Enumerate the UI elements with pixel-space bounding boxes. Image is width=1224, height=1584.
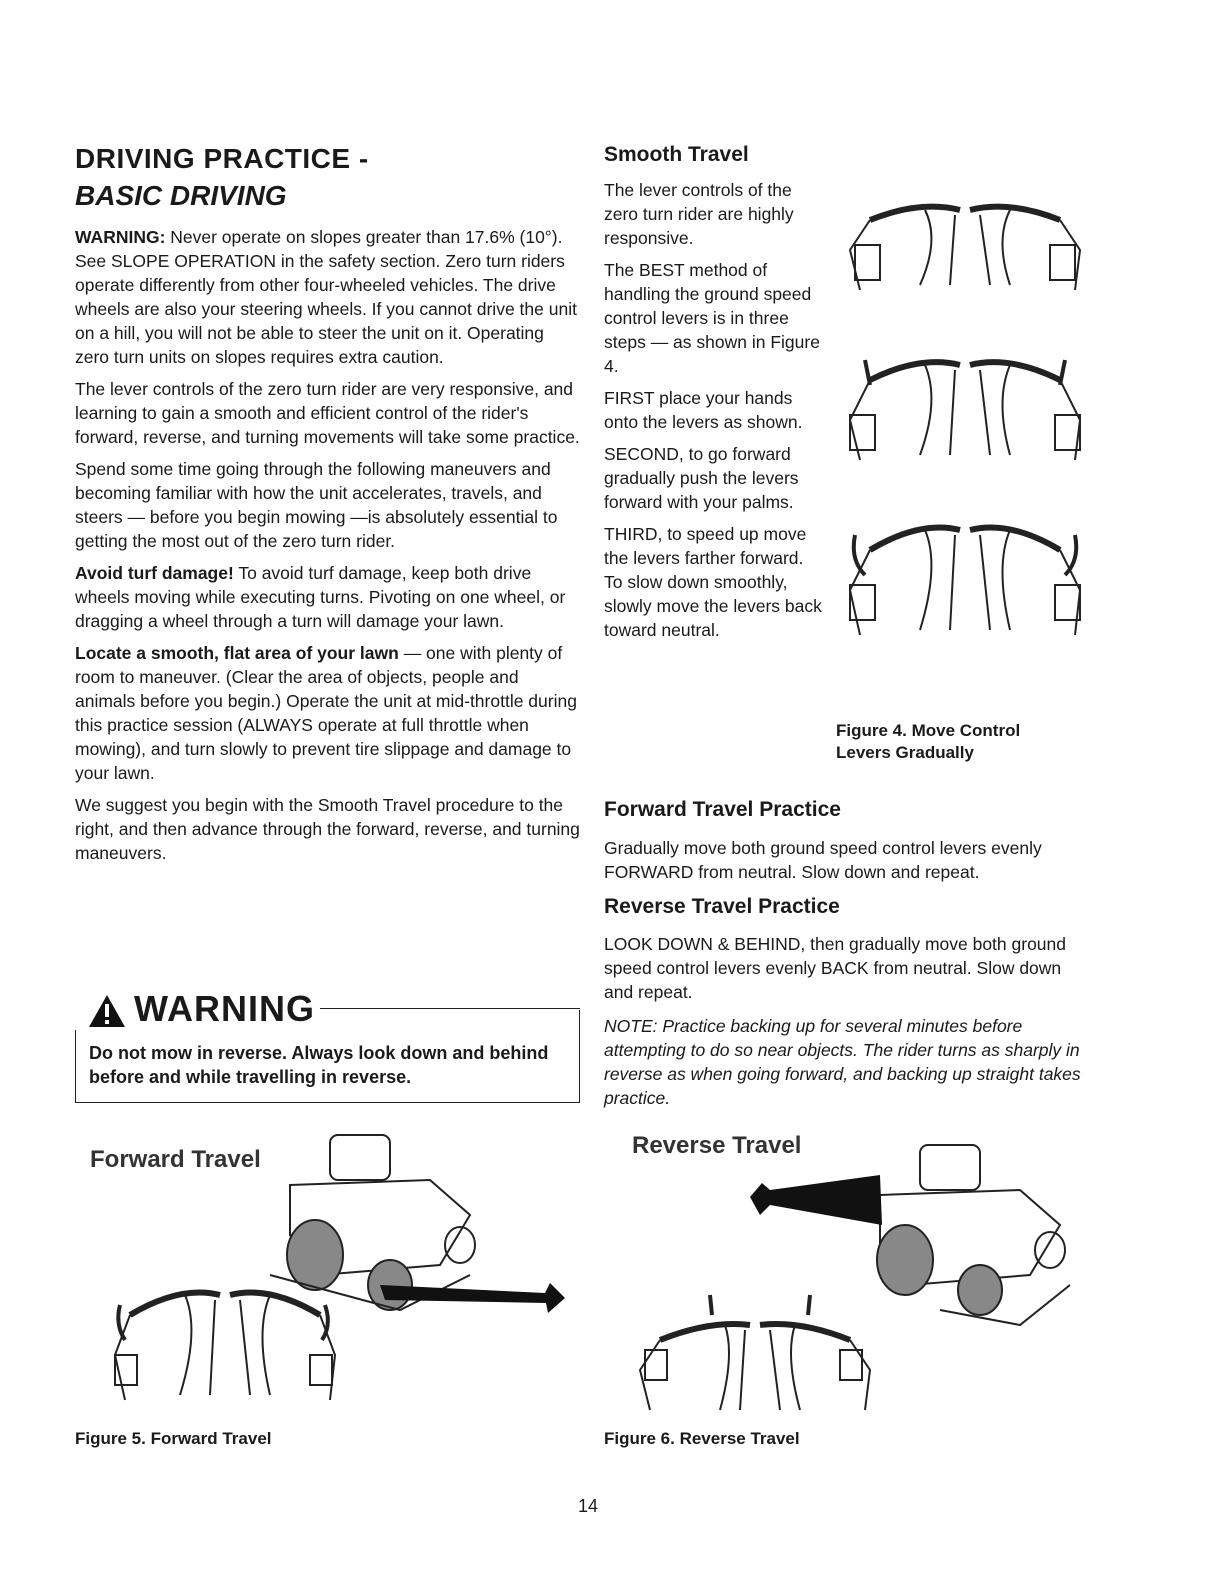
smooth-travel-text — [604, 178, 824, 650]
paragraph-suggestion: We suggest you begin with the Smooth Travel procedure to the right, and then advance through the forward, reverse, and turning maneuvers. — [75, 795, 580, 863]
turf-text: To avoid turf damage, keep both drive wheels moving while executing turns. Pivoting on one wheel, or dragging a wheel through a turn will damage your lawn. — [75, 563, 566, 631]
smooth-p1: The lever controls of the zero turn rider are highly responsive. — [604, 180, 794, 248]
warning-title: WARNING — [134, 988, 315, 1029]
page-number: 14 — [578, 1496, 599, 1516]
figure-5-title: Forward Travel — [90, 1146, 261, 1173]
practice-note: NOTE: Practice backing up for several minutes before attempting to do so near objects. The rider turns as sharply in reverse as when going forward, and backing up straight takes practice. — [604, 1016, 1081, 1108]
warning-lead: WARNING: — [75, 227, 166, 247]
warning-box-text: Do not mow in reverse. Always look down and behind before and while travelling in reverse. — [89, 1043, 549, 1087]
warning-text: Never operate on slopes greater than 17.6% (10°). See SLOPE OPERATION in the safety section. Zero turn riders operate differently from other four-wheeled vehicles. The drive wheels are also your steering wheels. If you cannot drive the unit on a hill, you will not be able to steer the unit on it. Operating zero turn units on slopes requires extra caution. — [75, 227, 577, 367]
smooth-p4: SECOND, to go forward gradually push the levers forward with your palms. — [604, 444, 799, 512]
paragraph-maneuvers: Spend some time going through the following maneuvers and becoming familiar with how the unit accelerates, travels, and steers — before you begin mowing —is absolutely essential to getting the most out of the zero turn rider. — [75, 459, 558, 551]
smooth-p5: THIRD, to speed up move the levers farther forward. To slow down smoothly, slowly move the levers back toward neutral. — [604, 524, 822, 640]
mower-forward — [270, 1135, 475, 1310]
warning-triangle-icon — [88, 994, 126, 1028]
left-column — [75, 225, 580, 873]
figure-6-caption: Figure 6. Reverse Travel — [604, 1429, 800, 1448]
page-subtitle: BASIC DRIVING — [75, 180, 287, 211]
reverse-practice-text: LOOK DOWN & BEHIND, then gradually move both ground speed control levers evenly BACK from neutral. Slow down and repeat. — [604, 934, 1067, 1002]
smooth-p2: The BEST method of handling the ground speed control levers is in three steps — as shown in Figure 4. — [604, 260, 820, 376]
paragraph-flat-area — [75, 641, 580, 785]
flat-area-text: — one with plenty of room to maneuver. (Clear the area of objects, people and animals before you begin.) Operate the unit at mid-throttle during this practice session (ALWAYS operate at full throttle when mowing), and turn slowly to prevent tire slippage and damage to your lawn. — [75, 643, 577, 783]
forward-practice-text: Gradually move both ground speed control levers evenly FORWARD from neutral. Slow down and repeat. — [604, 838, 1042, 882]
forward-arrow-icon — [380, 1283, 565, 1313]
lever-step-2 — [850, 360, 1080, 460]
figure-5-illustration — [100, 1125, 570, 1410]
figure-5-caption: Figure 5. Forward Travel — [75, 1429, 272, 1448]
figure-4-caption-line1: Figure 4. Move Control — [836, 721, 1021, 740]
forward-practice-title: Forward Travel Practice — [604, 798, 841, 821]
figure-6-illustration — [620, 1135, 1090, 1420]
figure-6-title: Reverse Travel — [632, 1132, 802, 1159]
warning-rule — [318, 1008, 580, 1009]
levers-reverse — [640, 1295, 870, 1410]
warning-paragraph — [75, 225, 580, 369]
reverse-arrow-icon — [750, 1175, 882, 1225]
flat-area-lead: Locate a smooth, flat area of your lawn — [75, 643, 399, 663]
reverse-practice-title: Reverse Travel Practice — [604, 895, 840, 918]
levers-forward — [115, 1293, 335, 1401]
smooth-p3: FIRST place your hands onto the levers as shown. — [604, 388, 803, 432]
mower-reverse — [877, 1145, 1070, 1325]
turf-lead: Avoid turf damage! — [75, 563, 234, 583]
lever-step-3 — [850, 528, 1080, 636]
lever-step-1 — [850, 207, 1080, 290]
figure-4-caption-line2: Levers Gradually — [836, 743, 974, 762]
paragraph-turf-damage — [75, 561, 580, 633]
smooth-travel-title: Smooth Travel — [604, 143, 749, 166]
figure-4-illustration — [830, 190, 1100, 690]
page-title: DRIVING PRACTICE - — [75, 143, 369, 174]
paragraph-lever-controls: The lever controls of the zero turn rider are very responsive, and learning to gain a smooth and efficient control of the rider's forward, reverse, and turning movements will take some practice. — [75, 379, 580, 447]
